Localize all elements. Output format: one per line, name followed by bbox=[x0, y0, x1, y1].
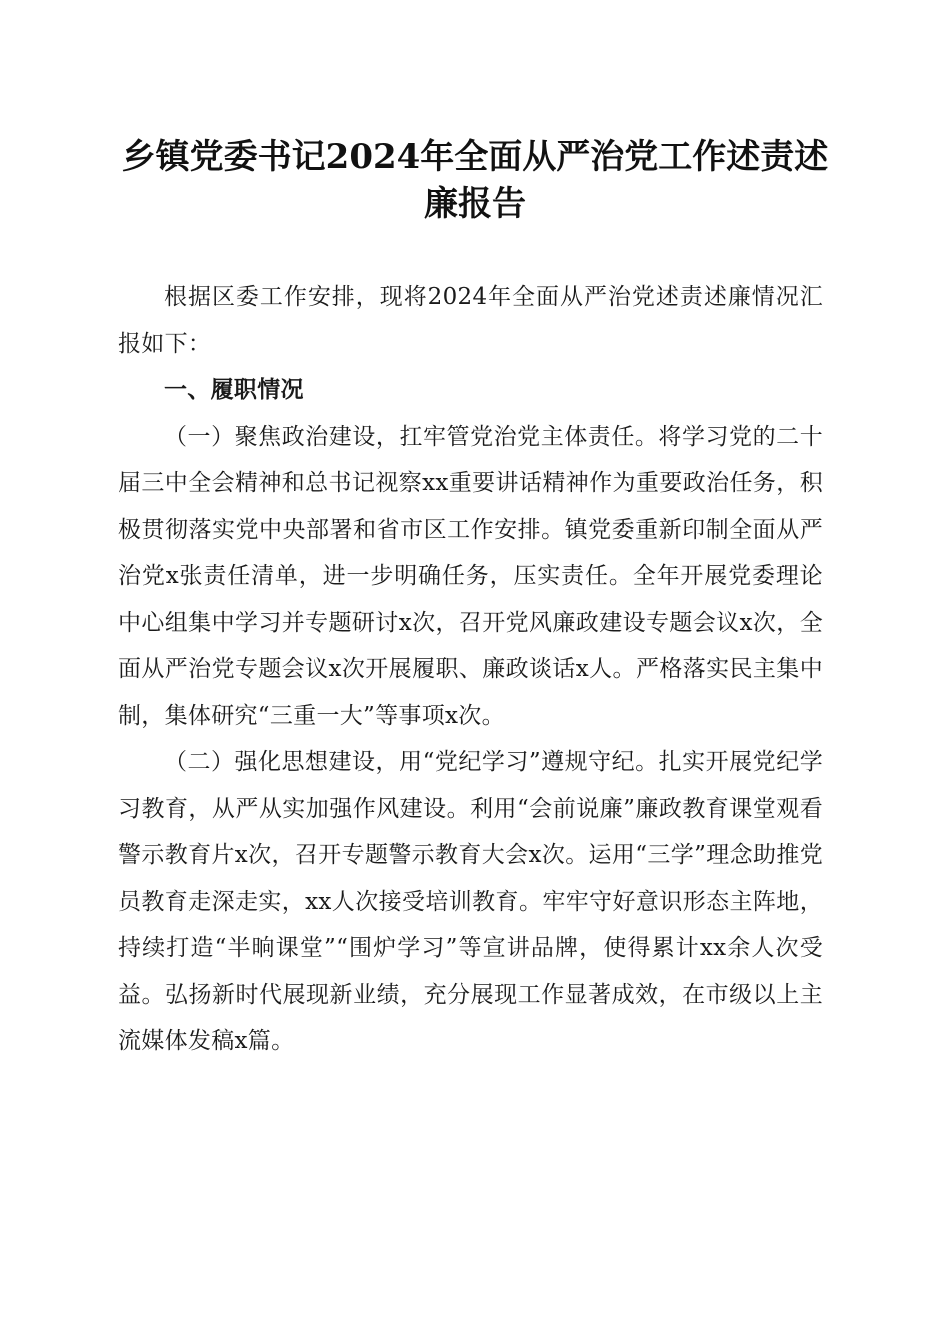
document-title: 乡镇党委书记2024年全面从严治党工作述责述廉报告 bbox=[121, 137, 829, 224]
paragraph-political-construction: （一）聚焦政治建设，扛牢管党治党主体责任。将学习党的二十届三中全会精神和总书记视察xx重要讲话精神作为重要政治任务，积极贯彻落实党中央部署和省市区工作安排。镇党委重新印制全面从严治党x张责任清单，进一步明确任务，压实责任。全年开展党委理论中心组集中学习并专题研讨x次，召开党风廉政建设专题会议x次，全面从严治党专题会议x次开展履职、廉政谈话x人。严格落实民主集中制，集体研究“三重一大”等事项x次。 bbox=[118, 423, 823, 729]
document-body bbox=[118, 274, 823, 1065]
section-heading-performance: 一、履职情况 bbox=[164, 377, 304, 403]
paragraph-ideological-construction: （二）强化思想建设，用“党纪学习”遵规守纪。扎实开展党纪学习教育，从严从实加强作风建设。利用“会前说廉”廉政教育课堂观看警示教育片x次，召开专题警示教育大会x次。运用“三学”理念助推党员教育走深走实，xx人次接受培训教育。牢牢守好意识形态主阵地，持续打造“半晌课堂”“围炉学习”等宣讲品牌，使得累计xx余人次受益。弘扬新时代展现新业绩，充分展现工作显著成效，在市级以上主流媒体发稿x篇。 bbox=[118, 749, 823, 1054]
intro-paragraph: 根据区委工作安排，现将2024年全面从严治党述责述廉情况汇报如下： bbox=[118, 284, 823, 357]
